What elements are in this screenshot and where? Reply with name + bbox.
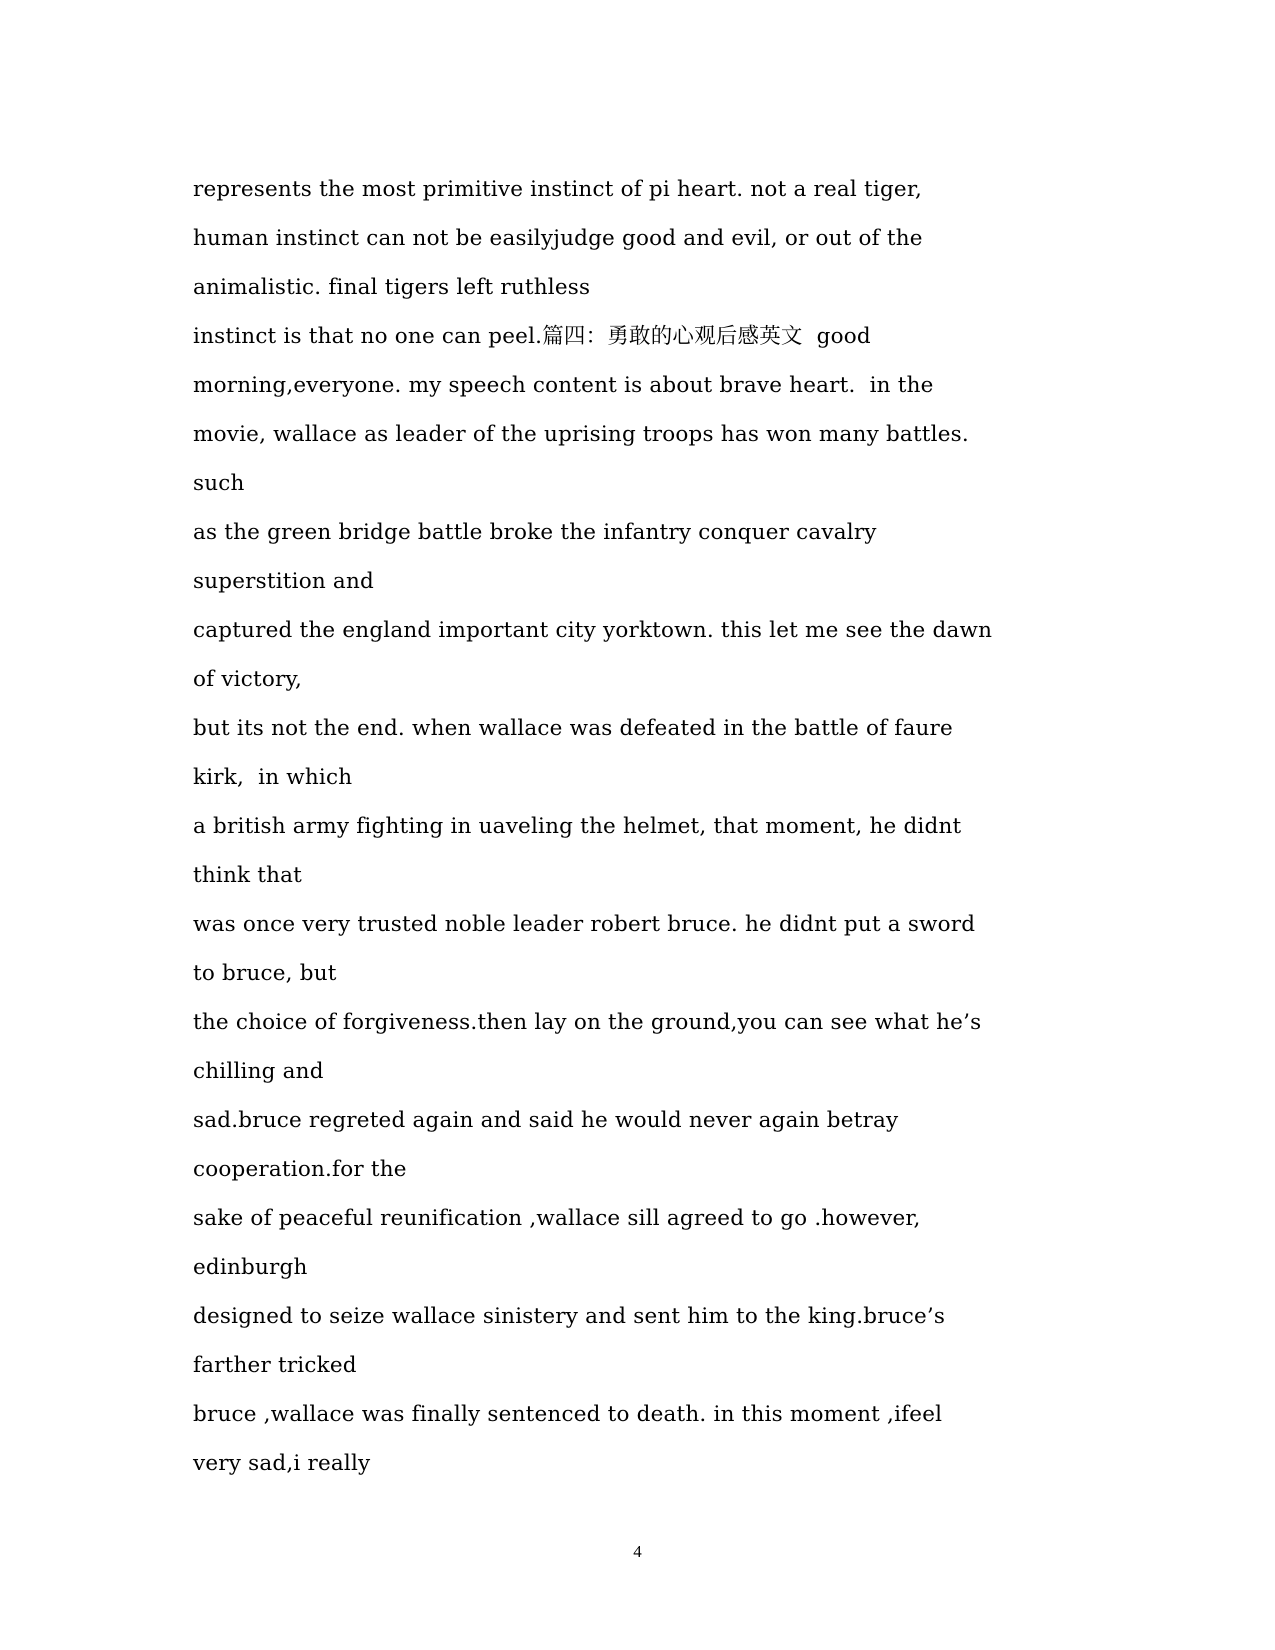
text-line: designed to seize wallace sinistery and sent him to the king.bruce’s: [193, 1304, 946, 1329]
text-line: cooperation.for the: [193, 1157, 407, 1182]
page-number: 4: [633, 1542, 642, 1561]
text-line: was once very trusted noble leader robert bruce. he didnt put a sword: [193, 912, 976, 937]
text-line: of victory,: [193, 667, 302, 692]
text-line: represents the most primitive instinct of pi heart. not a real tiger,: [193, 177, 922, 202]
body-text: [193, 165, 1093, 1488]
text-line: sad.bruce regreted again and said he would never again betray: [193, 1108, 899, 1133]
text-line: as the green bridge battle broke the infantry conquer cavalry: [193, 520, 877, 545]
text-line: morning,everyone. my speech content is about brave heart. in the: [193, 373, 934, 398]
text-line: farther tricked: [193, 1353, 357, 1378]
text-line: the choice of forgiveness.then lay on the ground,you can see what he’s: [193, 1010, 982, 1035]
text-line: a british army fighting in uaveling the helmet, that moment, he didnt: [193, 814, 962, 839]
text-line: captured the england important city yorktown. this let me see the dawn: [193, 618, 993, 643]
text-line: instinct is that no one can peel.篇四：勇敢的心观后感英文 good: [193, 324, 871, 349]
text-line: bruce ,wallace was finally sentenced to death. in this moment ,ifeel: [193, 1402, 943, 1427]
text-line: very sad,i really: [193, 1451, 371, 1476]
text-line: edinburgh: [193, 1255, 308, 1280]
text-line: to bruce, but: [193, 961, 337, 986]
text-line: think that: [193, 863, 303, 888]
text-line: animalistic. final tigers left ruthless: [193, 275, 591, 300]
text-line: sake of peaceful reunification ,wallace sill agreed to go .however,: [193, 1206, 921, 1231]
text-line: superstition and: [193, 569, 374, 594]
text-line: kirk, in which: [193, 765, 353, 790]
text-line: human instinct can not be easilyjudge good and evil, or out of the: [193, 226, 923, 251]
text-line: chilling and: [193, 1059, 324, 1084]
text-line: but its not the end. when wallace was defeated in the battle of faure: [193, 716, 953, 741]
text-line: such: [193, 471, 245, 496]
text-line: movie, wallace as leader of the uprising troops has won many battles.: [193, 422, 969, 447]
